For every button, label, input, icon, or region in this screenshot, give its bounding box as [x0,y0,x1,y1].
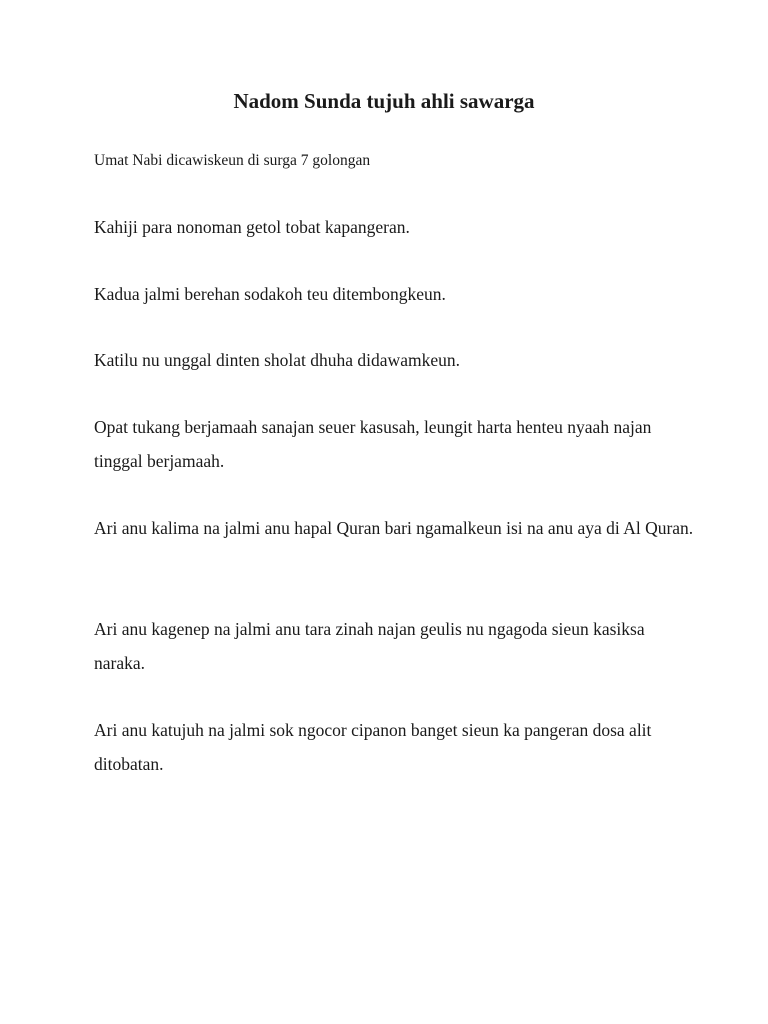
paragraph-6: Ari anu kagenep na jalmi anu tara zinah najan geulis nu ngagoda sieun kasiksa naraka. [94,619,645,673]
paragraph-1: Kahiji para nonoman getol tobat kapangeran. [94,217,410,237]
paragraph-5: Ari anu kalima na jalmi anu hapal Quran bari ngamalkeun isi na anu aya di Al Quran. [94,518,694,538]
document-title: Nadom Sunda tujuh ahli sawarga [233,89,535,113]
paragraph-4: Opat tukang berjamaah sanajan seuer kasusah, leungit harta henteu nyaah najan tinggal berjamaah. [94,417,652,471]
paragraph-3: Katilu nu unggal dinten sholat dhuha didawamkeun. [94,350,460,370]
paragraph-7: Ari anu katujuh na jalmi sok ngocor cipanon banget sieun ka pangeran dosa alit ditobatan. [94,720,652,774]
document-subtitle: Umat Nabi dicawiskeun di surga 7 golongan [94,152,371,169]
paragraph-2: Kadua jalmi berehan sodakoh teu ditembongkeun. [94,284,446,304]
